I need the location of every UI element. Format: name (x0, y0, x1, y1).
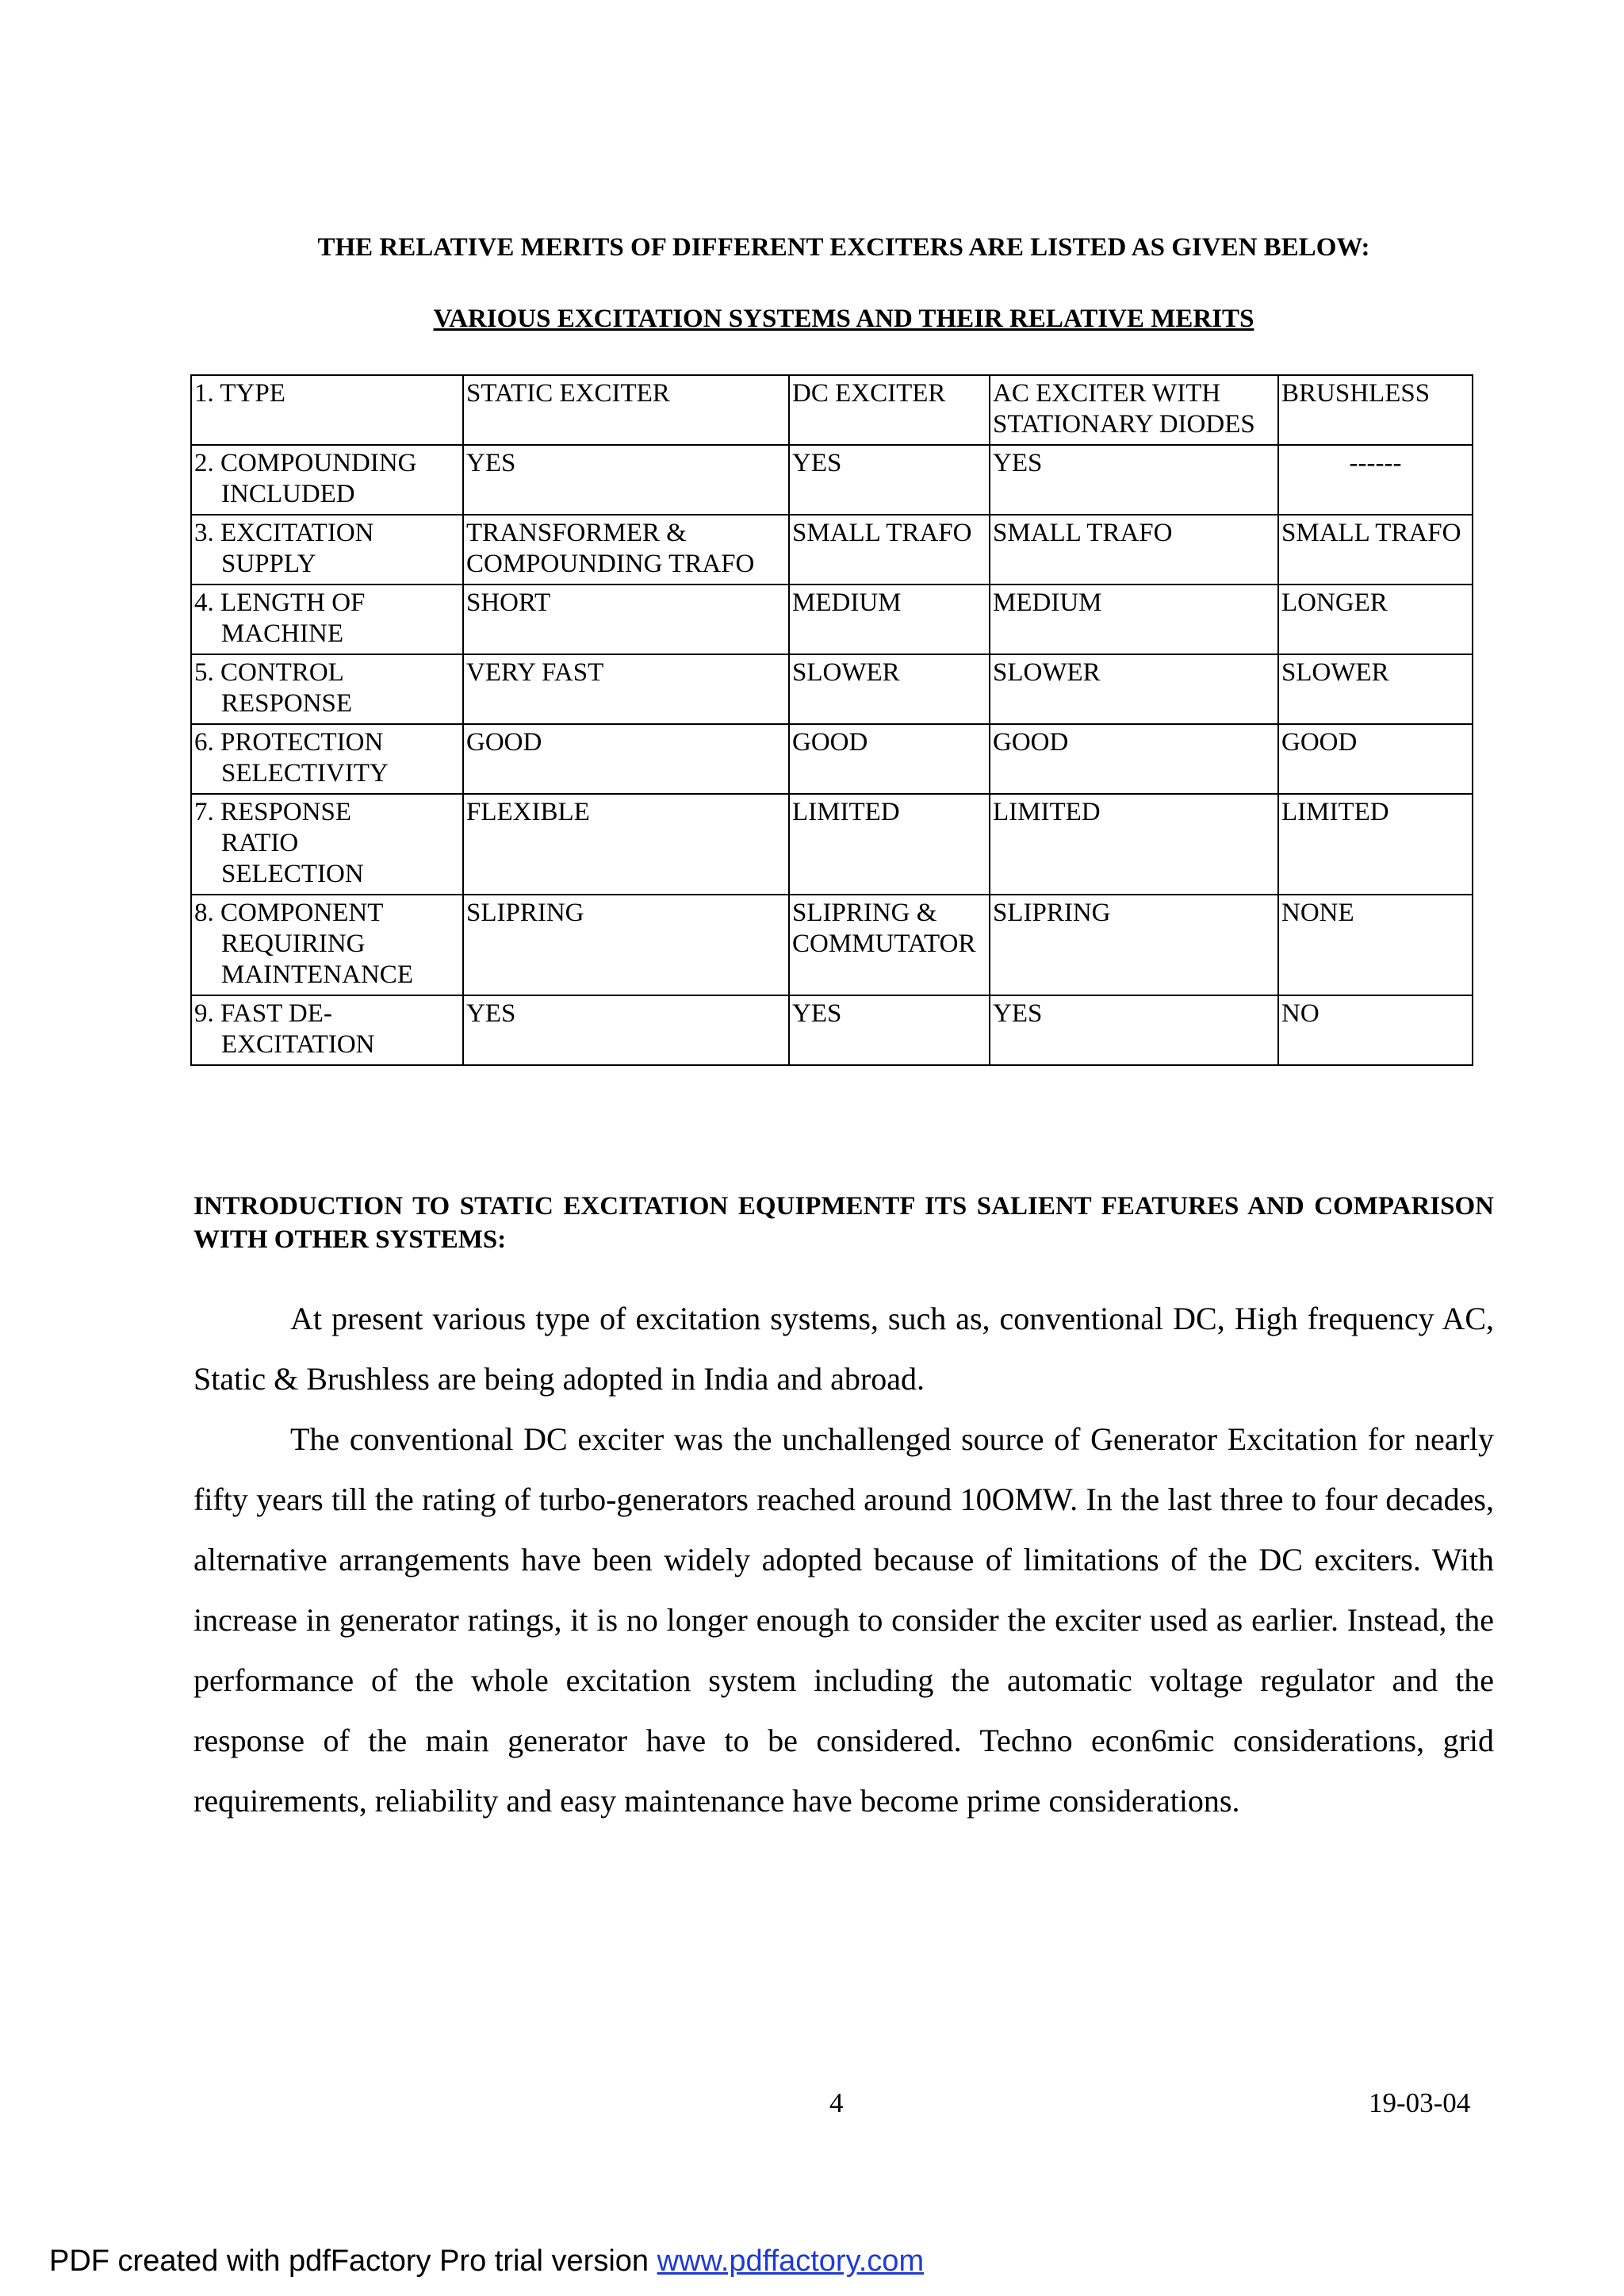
paragraph: At present various type of excitation systems, such as, conventional DC, High frequency AC, Static & Brushless are being adopted in India and abroad. (193, 1301, 1494, 1397)
table-cell: STATIC EXCITER (463, 375, 789, 445)
row-label (191, 995, 463, 1065)
table-title: VARIOUS EXCITATION SYSTEMS AND THEIR RELATIVE MERITS (433, 305, 1254, 333)
table-cell: SLOWER (990, 654, 1278, 724)
table-cell: LIMITED (1278, 794, 1473, 895)
table-cell: GOOD (1278, 724, 1473, 794)
table-cell: SMALL TRAFO (789, 515, 990, 585)
row-label (191, 724, 463, 794)
table-cell: GOOD (990, 724, 1278, 794)
table-cell: SHORT (463, 585, 789, 654)
row-label (191, 445, 463, 515)
row-label (191, 895, 463, 995)
table-cell: SMALL TRAFO (990, 515, 1278, 585)
table-cell: BRUSHLESS (1278, 375, 1473, 445)
row-label (191, 515, 463, 585)
row-label-line: RATIO (221, 829, 299, 857)
row-label-line: 7. RESPONSE (194, 798, 352, 826)
table-cell: YES (463, 995, 789, 1065)
table-cell: SLIPRING (990, 895, 1278, 995)
table-cell: MEDIUM (990, 585, 1278, 654)
row-label-line: MACHINE (221, 619, 343, 648)
table-row (191, 585, 1473, 654)
paragraph: The conventional DC exciter was the unchallenged source of Generator Excitation for nearly fifty years till the rating of turbo-generators reached around 10OMW. In the last three to four decades, alternative arrangements have been widely adopted because of limitations of the DC exciters. With increase in generator ratings, it is no longer enough to consider the exciter used as earlier. Instead, the performance of the whole excitation system including the automatic voltage regulator and the response of the main generator have to be considered. Techno econ6mic considerations, grid requirements, reliability and easy maintenance have become prime considerations. (193, 1421, 1494, 1819)
row-label-line: EXCITATION (221, 1030, 375, 1059)
row-label (191, 794, 463, 895)
page-heading: THE RELATIVE MERITS OF DIFFERENT EXCITERS ARE LISTED AS GIVEN BELOW: (317, 233, 1370, 262)
table-cell: SLIPRING (463, 895, 789, 995)
row-label-line: 2. COMPOUNDING (194, 449, 417, 477)
table-cell: YES (990, 445, 1278, 515)
table-cell: YES (463, 445, 789, 515)
table-row (191, 654, 1473, 724)
row-label-line: RESPONSE (221, 689, 353, 718)
table-cell: ------ (1278, 445, 1473, 515)
table-row (191, 794, 1473, 895)
table-cell: AC EXCITER WITH STATIONARY DIODES (990, 375, 1278, 445)
body-text (193, 1289, 1494, 1831)
table-cell: DC EXCITER (789, 375, 990, 445)
table-cell: SLOWER (789, 654, 990, 724)
table-row (191, 895, 1473, 995)
row-label-line: INCLUDED (221, 480, 355, 508)
row-label (191, 375, 463, 445)
row-label-line: MAINTENANCE (221, 960, 413, 989)
pdf-footer (49, 2244, 924, 2279)
table-row (191, 995, 1473, 1065)
section-title: INTRODUCTION TO STATIC EXCITATION EQUIPMENTF ITS SALIENT FEATURES AND COMPARISON WITH OTHER SYSTEMS: (193, 1192, 1494, 1254)
table-cell: MEDIUM (789, 585, 990, 654)
table-cell: LONGER (1278, 585, 1473, 654)
row-label-line: REQUIRING (221, 930, 366, 958)
table-cell: TRANSFORMER & COMPOUNDING TRAFO (463, 515, 789, 585)
table-cell: NO (1278, 995, 1473, 1065)
table-cell: GOOD (789, 724, 990, 794)
row-label (191, 654, 463, 724)
row-label (191, 585, 463, 654)
table-cell: GOOD (463, 724, 789, 794)
table-cell: VERY FAST (463, 654, 789, 724)
table-cell: LIMITED (990, 794, 1278, 895)
table-cell: FLEXIBLE (463, 794, 789, 895)
page-number: 4 (829, 2087, 844, 2118)
row-label-line: 5. CONTROL (194, 658, 344, 687)
row-label-line: 3. EXCITATION (194, 519, 374, 547)
table-cell: LIMITED (789, 794, 990, 895)
table-row (191, 724, 1473, 794)
row-label-line: 6. PROTECTION (194, 728, 384, 757)
table-cell: YES (789, 995, 990, 1065)
table-cell: YES (990, 995, 1278, 1065)
footer-text: PDF created with pdfFactory Pro trial version (49, 2244, 657, 2278)
table-row (191, 515, 1473, 585)
row-label-line: 4. LENGTH OF (194, 588, 366, 617)
table-cell: SLOWER (1278, 654, 1473, 724)
row-label-line: SELECTION (221, 860, 364, 888)
row-label-line: 9. FAST DE- (194, 999, 332, 1028)
table-cell: SLIPRING & COMMUTATOR (789, 895, 990, 995)
table-cell: SMALL TRAFO (1278, 515, 1473, 585)
footer-link[interactable]: www.pdffactory.com (657, 2244, 925, 2278)
table-row (191, 375, 1473, 445)
row-label-line: 1. TYPE (194, 379, 285, 408)
exciter-merits-table (190, 374, 1473, 1066)
row-label-line: SELECTIVITY (221, 759, 389, 788)
row-label-line: 8. COMPONENT (194, 899, 384, 927)
page-date: 19-03-04 (1369, 2087, 1471, 2118)
table-cell: YES (789, 445, 990, 515)
row-label-line: SUPPLY (221, 550, 316, 578)
table-cell: NONE (1278, 895, 1473, 995)
table-row (191, 445, 1473, 515)
